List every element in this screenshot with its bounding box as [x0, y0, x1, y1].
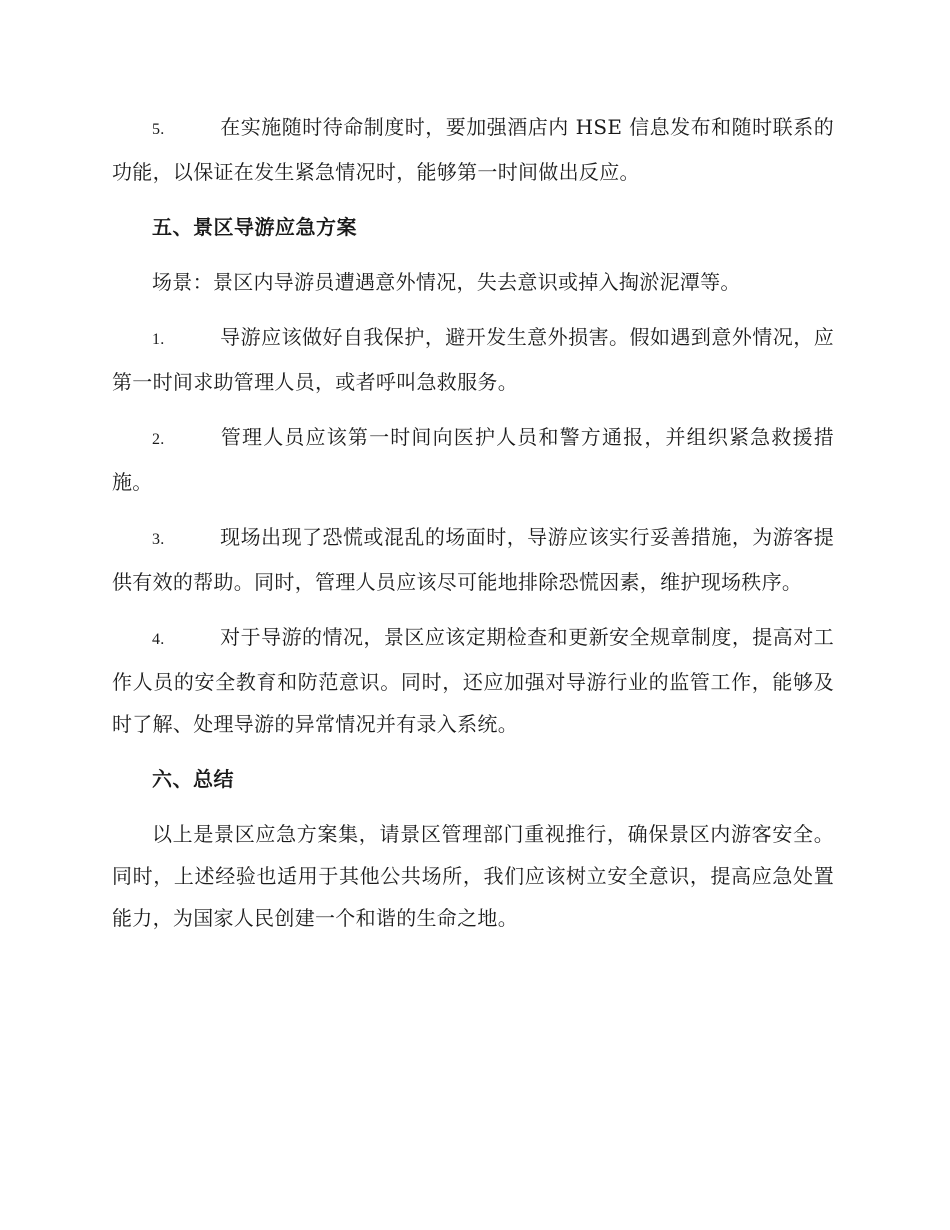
document-body: [112, 106, 834, 952]
list-item-5: [112, 106, 834, 193]
list-item-text: 管理人员应该第一时间向医护人员和警方通报，并组织紧急救援措施。: [112, 425, 834, 494]
list-number: 1.: [152, 331, 165, 348]
list-item: [112, 316, 834, 403]
scenario-paragraph: 场景：景区内导游员遭遇意外情况，失去意识或掉入掏淤泥潭等。: [152, 270, 741, 294]
list-number: 2.: [152, 431, 165, 448]
list-item: [112, 516, 834, 603]
section-heading-6: 六、总结: [152, 767, 234, 791]
list-item: [112, 616, 834, 745]
summary-paragraph: 以上是景区应急方案集，请景区管理部门重视推行，确保景区内游客安全。同时，上述经验也适用于其他公共场所，我们应该树立安全意识，提高应急处置能力，为国家人民创建一个和谐的生命之地。: [112, 822, 834, 930]
list-number: 4.: [152, 631, 165, 648]
section-heading-5: 五、景区导游应急方案: [152, 215, 357, 239]
list-number: 3.: [152, 531, 165, 548]
list-number: 5.: [152, 121, 165, 138]
list-item-text: 现场出现了恐慌或混乱的场面时，导游应该实行妥善措施，为游客提供有效的帮助。同时，管理人员应该尽可能地排除恐慌因素，维护现场秩序。: [112, 525, 834, 594]
list-item-text: 导游应该做好自我保护，避开发生意外损害。假如遇到意外情况，应第一时间求助管理人员，或者呼叫急救服务。: [112, 325, 834, 394]
list-item-text: 对于导游的情况，景区应该定期检查和更新安全规章制度，提高对工作人员的安全教育和防范意识。同时，还应加强对导游行业的监管工作，能够及时了解、处理导游的异常情况并有录入系统。: [112, 625, 834, 736]
list-item-text: 在实施随时待命制度时，要加强酒店内 HSE 信息发布和随时联系的功能，以保证在发生紧急情况时，能够第一时间做出反应。: [112, 115, 834, 184]
list-item: [112, 416, 834, 503]
